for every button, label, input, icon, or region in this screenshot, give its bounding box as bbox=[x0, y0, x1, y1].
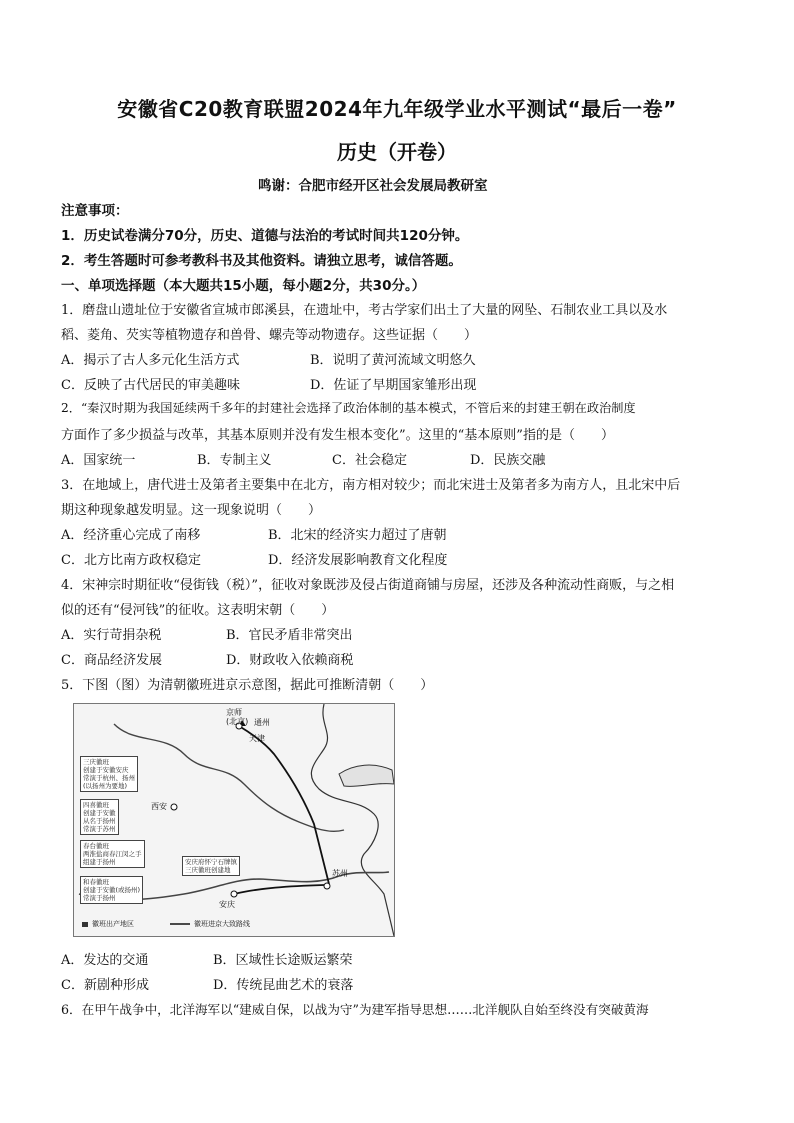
city-xian bbox=[171, 804, 177, 810]
q1-stem-line1: 1．磨盘山遗址位于安徽省宣城市郎溪县，在遗址中，考古学家们出土了大量的网坠、石制农业工具以及水 bbox=[61, 303, 668, 318]
q2-option-a: A．国家统一 bbox=[61, 453, 136, 468]
q1-option-a: A．揭示了古人多元化生活方式 bbox=[61, 353, 240, 368]
map-legend-area: 徽班出产地区 bbox=[92, 920, 134, 928]
q2-option-d: D．民族交融 bbox=[470, 453, 546, 468]
map-label-tianjin: 天津 bbox=[249, 734, 265, 743]
map-label-xian: 西安 bbox=[151, 802, 167, 811]
q4-option-a: A．实行苛捐杂税 bbox=[61, 628, 162, 643]
map-note-anqing-origin: 安庆府怀宁石牌镇 三庆徽班创建地 bbox=[182, 856, 240, 876]
q3-option-c: C．北方比南方政权稳定 bbox=[61, 553, 201, 568]
coastline bbox=[311, 704, 394, 936]
map-label-anqing: 安庆 bbox=[219, 900, 235, 909]
map-note-sanqing: 三庆徽班 创建于安徽安庆 常演于杭州、扬州 (以扬州为要地) bbox=[80, 756, 138, 792]
q1-option-b: B．说明了黄河流域文明悠久 bbox=[310, 353, 476, 368]
exam-subtitle: 历史（开卷） bbox=[337, 140, 457, 164]
q3-option-d: D．经济发展影响教育文化程度 bbox=[268, 553, 448, 568]
q3-option-b: B．北宋的经济实力超过了唐朝 bbox=[268, 528, 447, 543]
q6-stem-line1: 6．在甲午战争中，北洋海军以“建威自保，以战为守”为建军指导思想……北洋舰队自始至终没有突破黄海 bbox=[61, 1002, 649, 1017]
q3-stem-line1: 3．在地域上，唐代进士及第者主要集中在北方，南方相对较少；而北宋进士及第者多为南方人，且北宋中后 bbox=[61, 478, 681, 493]
q4-option-c: C．商品经济发展 bbox=[61, 653, 162, 668]
map-note-chuntai: 春台徽班 两淮盐商春江闵之手 组建于扬州 bbox=[80, 840, 145, 868]
q4-option-b: B．官民矛盾非常突出 bbox=[226, 628, 353, 643]
map-note-sixi: 四喜徽班 创建于安徽 从名于扬州 常演于苏州 bbox=[80, 799, 119, 835]
q2-stem-line2: 方面作了多少损益与改革，其基本原则并没有发生根本变化”。这里的“基本原则”指的是（ ） bbox=[61, 428, 614, 443]
map-label-tongzhou: 通州 bbox=[254, 718, 270, 727]
legend-swatch-area bbox=[82, 922, 88, 927]
q5-option-a: A．发达的交通 bbox=[61, 953, 149, 968]
q5-option-d: D．传统昆曲艺术的衰落 bbox=[213, 978, 354, 993]
q5-option-b: B．区域性长途贩运繁荣 bbox=[213, 953, 353, 968]
q2-option-c: C．社会稳定 bbox=[332, 453, 407, 468]
q1-option-d: D．佐证了早期国家雏形出现 bbox=[310, 378, 477, 393]
q5-stem-line1: 5．下图（图）为清朝徽班进京示意图，据此可推断清朝（ ） bbox=[61, 678, 434, 693]
q3-stem-line2: 期这种现象越发明显。这一现象说明（ ） bbox=[61, 503, 322, 518]
map-label-suzhou: 苏州 bbox=[332, 869, 348, 878]
q1-option-c: C．反映了古代居民的审美趣味 bbox=[61, 378, 240, 393]
q1-stem-line2: 稻、菱角、芡实等植物遗存和兽骨、螺壳等动物遗存。这些证据（ ） bbox=[61, 328, 478, 343]
route-line bbox=[239, 726, 329, 884]
q2-stem-line1: 2．“秦汉时期为我国延续两千多年的封建社会选择了政治体制的基本模式，不管后来的封建王朝在政治制度 bbox=[61, 401, 636, 415]
route-line-east bbox=[234, 885, 324, 894]
q5-option-c: C．新剧种形成 bbox=[61, 978, 149, 993]
city-suzhou bbox=[324, 883, 330, 889]
city-anqing bbox=[231, 891, 237, 897]
q4-stem-line1: 4．宋神宗时期征收“侵街钱（税）”，征收对象既涉及侵占街道商铺与房屋，还涉及各种流动性商贩，与之相 bbox=[61, 578, 675, 593]
q2-option-b: B．专制主义 bbox=[197, 453, 272, 468]
q4-stem-line2: 似的还有“侵河钱”的征收。这表明宋朝（ ） bbox=[61, 603, 335, 618]
q3-option-a: A．经济重心完成了南移 bbox=[61, 528, 201, 543]
huiban-route-map bbox=[73, 703, 395, 937]
exam-title: 安徽省C20教育联盟2024年九年级学业水平测试“最后一卷” bbox=[117, 97, 677, 121]
map-label-beijing: 京师 (北京) bbox=[226, 708, 249, 726]
acknowledgement: 鸣谢：合肥市经开区社会发展局教研室 bbox=[258, 178, 488, 194]
section-heading: 一、单项选择题（本大题共15小题，每小题2分，共30分。） bbox=[61, 278, 426, 294]
map-note-hechun: 和春徽班 创建于安徽(或扬州) 常演于扬州 bbox=[80, 876, 143, 904]
note-item-1: 1．历史试卷满分70分，历史、道德与法治的考试时间共120分钟。 bbox=[61, 228, 469, 244]
q4-option-d: D．财政收入依赖商税 bbox=[226, 653, 354, 668]
peninsula bbox=[339, 765, 394, 786]
note-item-2: 2．考生答题时可参考教科书及其他资料。请独立思考，诚信答题。 bbox=[61, 253, 462, 269]
map-legend-route: 徽班进京大致路线 bbox=[194, 920, 250, 928]
notes-heading: 注意事项： bbox=[61, 203, 129, 219]
